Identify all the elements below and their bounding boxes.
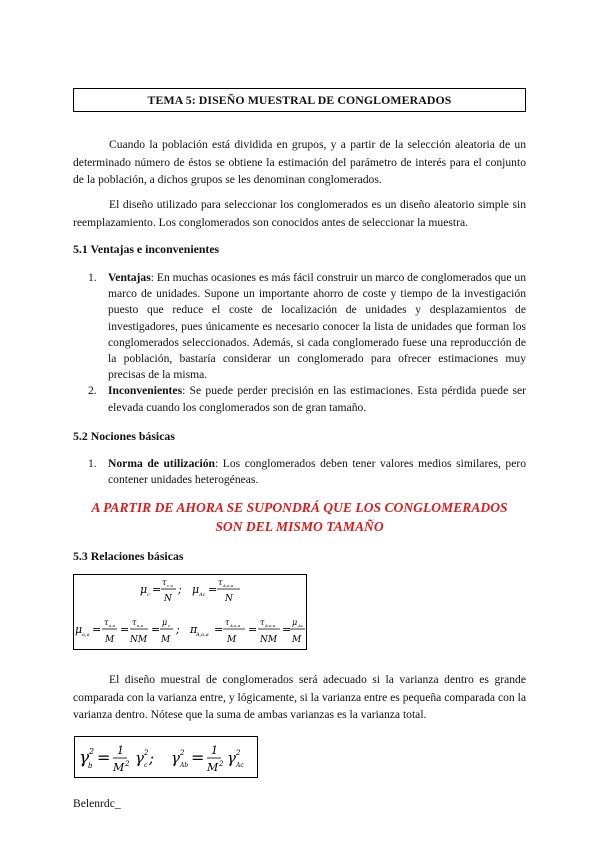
notice-line-2: SON DEL MISMO TAMAÑO bbox=[215, 519, 384, 534]
svg-text:=: = bbox=[92, 623, 102, 636]
svg-text:2: 2 bbox=[236, 749, 241, 757]
list-text: : Los conglomerados deben tener valores medios similares, pero contener unidades heterogéneas. bbox=[108, 457, 527, 487]
svg-text:a,a: a,a bbox=[109, 623, 116, 628]
svg-text:γ: γ bbox=[79, 748, 90, 768]
section-heading-nociones: 5.2 Nociones básicas bbox=[73, 429, 175, 443]
svg-text:M: M bbox=[292, 635, 302, 645]
svg-text:γ: γ bbox=[227, 749, 236, 767]
svg-text:=: = bbox=[282, 623, 292, 636]
svg-text:;: ; bbox=[178, 583, 182, 596]
mean-relations-formula-graphic bbox=[74, 575, 306, 649]
svg-text:μ: μ bbox=[75, 623, 83, 636]
notions-list bbox=[88, 456, 526, 488]
svg-text:μ: μ bbox=[292, 618, 298, 627]
advantages-list bbox=[88, 270, 526, 416]
section-heading-ventajas: 5.1 Ventajas e inconvenientes bbox=[73, 242, 220, 256]
svg-text:c: c bbox=[144, 762, 148, 769]
svg-text:M: M bbox=[227, 635, 237, 645]
svg-text:2: 2 bbox=[219, 760, 224, 768]
svg-text:τ: τ bbox=[218, 578, 223, 587]
svg-text:c: c bbox=[168, 623, 171, 628]
svg-text:Ac: Ac bbox=[199, 592, 206, 598]
section-heading-relaciones: 5.3 Relaciones básicas bbox=[73, 549, 184, 563]
list-number: 2. bbox=[88, 384, 97, 398]
svg-text:γ: γ bbox=[171, 749, 180, 767]
svg-text:μ: μ bbox=[140, 583, 148, 596]
equal-size-notice bbox=[73, 498, 526, 536]
svg-text:b: b bbox=[88, 762, 93, 770]
intro-paragraph-2: El diseño utilizado para seleccionar los conglomerados es un diseño aleatorio simple sin reemplazamiento. Los conglomerados son conocidos antes de seleccionar la muestra. bbox=[73, 198, 526, 229]
svg-text:NM: NM bbox=[130, 635, 148, 645]
author-signature: Belenrdc_ bbox=[73, 797, 121, 810]
list-term: Inconvenientes bbox=[108, 384, 183, 398]
list-text: : Se puede perder precisión en las estimaciones. Esta pérdida puede ser elevada cuando los conglomerados son de gran tamaño. bbox=[108, 384, 526, 414]
svg-text:Ac: Ac bbox=[236, 762, 244, 769]
svg-text:τ: τ bbox=[132, 618, 137, 627]
svg-text:=: = bbox=[97, 748, 111, 767]
svg-text:M: M bbox=[105, 635, 115, 645]
svg-text:N: N bbox=[164, 594, 172, 604]
svg-text:=: = bbox=[191, 748, 205, 767]
svg-text:a,a: a,a bbox=[137, 623, 144, 628]
svg-text:τ: τ bbox=[225, 618, 230, 627]
svg-text:;: ; bbox=[149, 749, 155, 767]
svg-text:τ: τ bbox=[260, 618, 265, 627]
page-title: TEMA 5: DISEÑO MUESTRAL DE CONGLOMERADOS bbox=[73, 88, 526, 112]
svg-text:2: 2 bbox=[180, 749, 185, 757]
svg-text:=: = bbox=[152, 583, 162, 596]
svg-text:M: M bbox=[161, 635, 171, 645]
svg-text:A,a,a: A,a,a bbox=[223, 583, 234, 588]
svg-text:=: = bbox=[248, 623, 258, 636]
variance-formula bbox=[74, 736, 258, 778]
list-item bbox=[88, 383, 526, 415]
intro-paragraph-1: Cuando la población está dividida en grupos, y a partir de la selección aleatoria de un determinado número de éstos se obtiene la estimación del parámetro de interés para el conjunto de la población, a dichos grupos se les denominan conglomerados. bbox=[73, 138, 526, 186]
svg-text:A,a,a: A,a,a bbox=[265, 623, 276, 628]
svg-text:π: π bbox=[190, 623, 198, 636]
svg-text:=: = bbox=[120, 623, 130, 636]
svg-text:a,a: a,a bbox=[82, 632, 90, 638]
svg-text:2: 2 bbox=[89, 747, 95, 756]
list-text: : En muchas ocasiones es más fácil construir un marco de conglomerados que un marco de unidades. Supone un importante ahorro de coste y tiempo de la investigación puesto que reduce el coste de localización de unidades y desplazamientos de investigadores, pues únicamente es necesario conocer la lista de unidades que forman los conglomerados seleccionados. Además, si cada conglomerado fuese una reproducción de la población, bastaría considerar un conglomerado para ofrecer estimaciones muy precisas de la misma. bbox=[108, 271, 526, 382]
svg-text:A,a,a: A,a,a bbox=[230, 623, 241, 628]
svg-text:=: = bbox=[208, 583, 218, 596]
svg-text:1: 1 bbox=[211, 744, 218, 757]
svg-text:;: ; bbox=[176, 623, 180, 636]
svg-text:2: 2 bbox=[125, 760, 130, 768]
svg-text:M: M bbox=[207, 761, 219, 774]
list-term: Ventajas bbox=[108, 271, 151, 284]
svg-text:=: = bbox=[151, 623, 161, 636]
svg-text:M: M bbox=[113, 761, 125, 774]
svg-text:=: = bbox=[214, 623, 224, 636]
variance-paragraph: El diseño muestral de conglomerados será adecuado si la varianza dentro es grande comparada con la varianza entre, y lógicamente, si la varianza entre es pequeña comparada con la varianza dentro. Nótese que la suma de ambas varianzas es la varianza total. bbox=[73, 673, 526, 721]
list-term: Norma de utilización bbox=[108, 457, 215, 470]
svg-text:γ: γ bbox=[135, 749, 144, 767]
svg-text:c,a: c,a bbox=[167, 583, 173, 588]
list-item bbox=[88, 270, 526, 383]
svg-text:μ: μ bbox=[162, 618, 168, 627]
svg-text:N: N bbox=[225, 594, 233, 604]
list-number: 1. bbox=[88, 271, 97, 284]
svg-text:τ: τ bbox=[104, 618, 109, 627]
list-item bbox=[88, 456, 526, 488]
svg-text:Ac: Ac bbox=[298, 623, 304, 628]
svg-text:A,a,a: A,a,a bbox=[196, 632, 209, 638]
variance-formula-graphic bbox=[75, 737, 257, 777]
svg-text:Ab: Ab bbox=[180, 762, 189, 769]
svg-text:c: c bbox=[147, 592, 150, 598]
svg-text:NM: NM bbox=[260, 635, 278, 645]
mean-relations-formula bbox=[73, 574, 307, 650]
svg-text:2: 2 bbox=[144, 749, 149, 757]
svg-text:τ: τ bbox=[162, 578, 167, 587]
svg-text:μ: μ bbox=[192, 583, 200, 596]
notice-line-1: A PARTIR DE AHORA SE SUPONDRÁ QUE LOS CONGLOMERADOS bbox=[91, 500, 508, 515]
svg-text:1: 1 bbox=[117, 744, 124, 757]
list-number: 1. bbox=[88, 457, 97, 470]
